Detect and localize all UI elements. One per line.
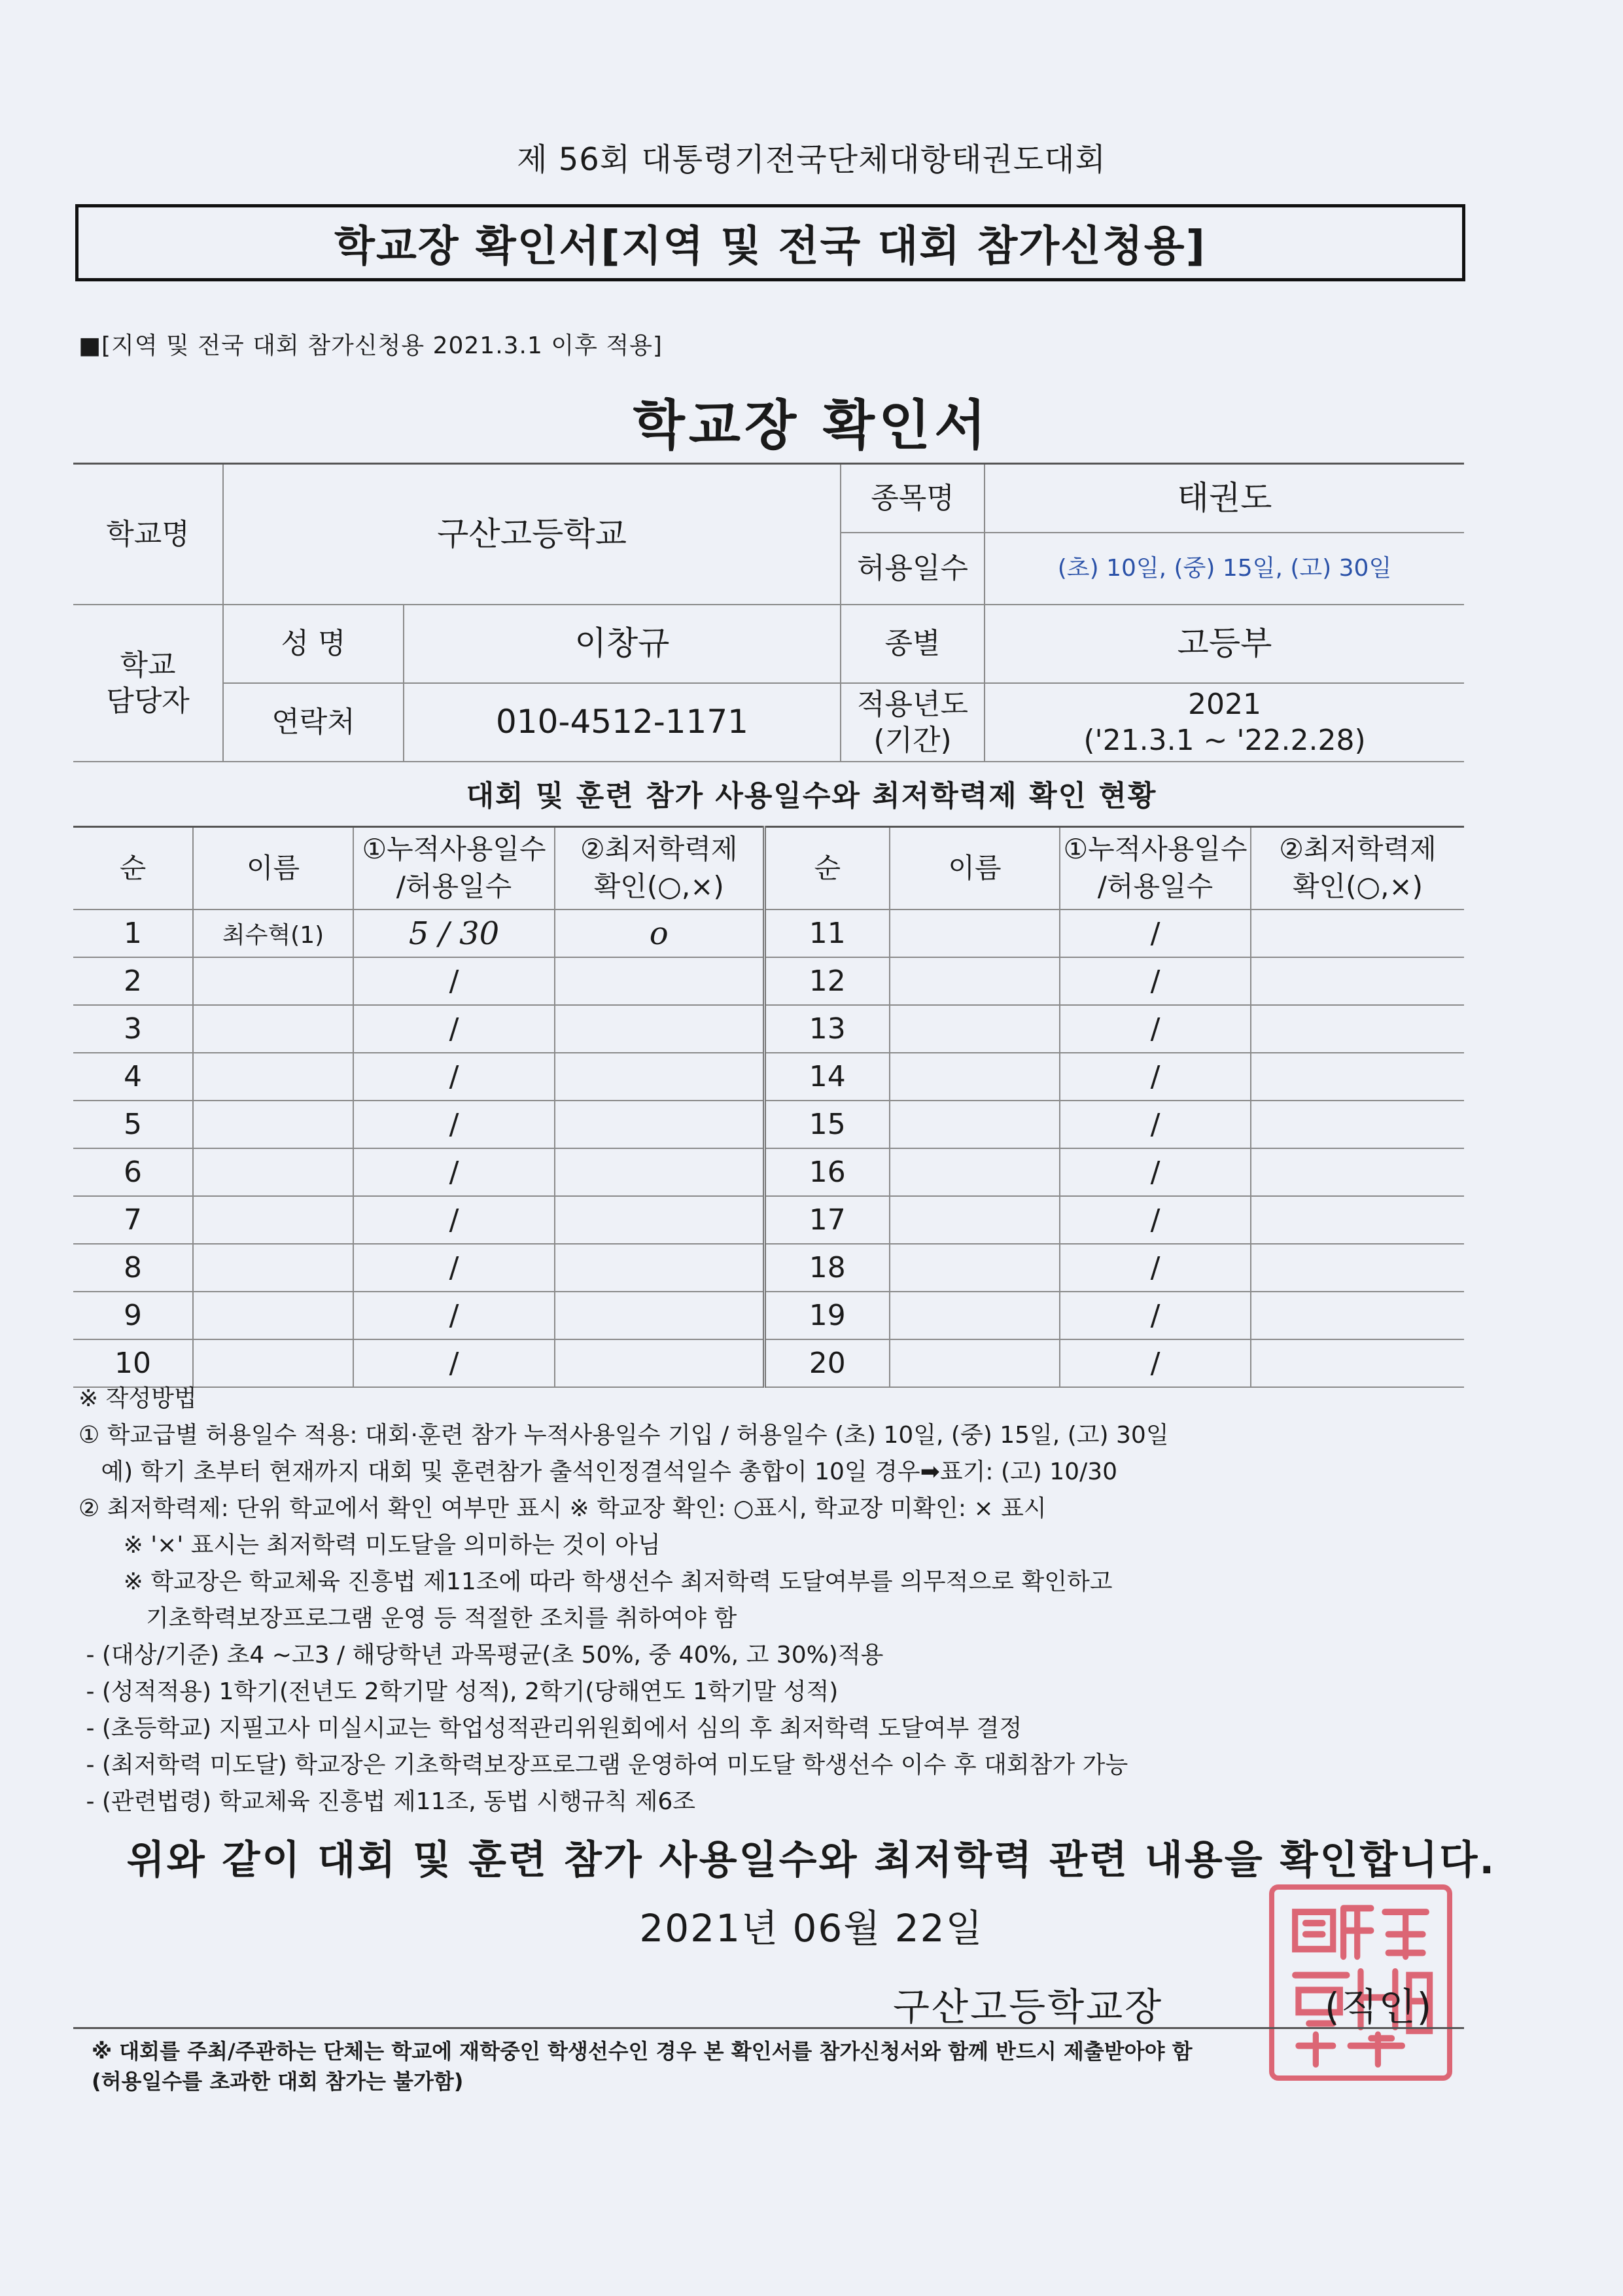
header-check-line1-right: ②최저학력제 — [1279, 833, 1437, 866]
person-name-label: 성 명 — [223, 605, 404, 683]
roster-no: 5 — [73, 1101, 193, 1148]
roster-name — [890, 1244, 1060, 1292]
roster-row — [73, 1292, 1464, 1339]
roster-row — [73, 1101, 1464, 1148]
roster-days: / — [353, 1244, 555, 1292]
contact-person-label: 학교 담당자 — [73, 605, 223, 762]
roster-check — [555, 1148, 764, 1196]
roster-no: 2 — [73, 957, 193, 1005]
roster-check — [1251, 1148, 1464, 1196]
roster-name — [890, 910, 1060, 957]
roster-check — [1251, 1244, 1464, 1292]
roster-check — [1251, 1101, 1464, 1148]
roster-days: / — [1060, 1339, 1251, 1387]
method-line: 기초학력보장프로그램 운영 등 적절한 조치를 취하여야 함 — [79, 1605, 737, 1632]
roster-days: / — [1060, 1196, 1251, 1244]
roster-no: 14 — [764, 1053, 890, 1101]
header-check — [555, 827, 764, 910]
roster-name — [193, 957, 353, 1005]
roster-name — [890, 1196, 1060, 1244]
sport-value: 태권도 — [985, 464, 1464, 533]
roster-check — [555, 957, 764, 1005]
roster-no: 3 — [73, 1005, 193, 1053]
roster-no: 18 — [764, 1244, 890, 1292]
method-line: - (관련법령) 학교체육 진흥법 제11조, 동법 시행규칙 제6조 — [79, 1788, 696, 1815]
event-title: 제 56회 대통령기전국단체대항태권도대회 — [517, 141, 1106, 178]
roster-no: 19 — [764, 1292, 890, 1339]
method-line: ※ '×' 표시는 최저학력 미도달을 의미하는 것이 아님 — [79, 1532, 661, 1559]
roster-no: 6 — [73, 1148, 193, 1196]
confirmation-date: 2021년 06월 22일 — [639, 1906, 984, 1951]
roster-no: 16 — [764, 1148, 890, 1196]
roster-check — [1251, 1292, 1464, 1339]
principal-title: 구산고등학교장 — [893, 1985, 1164, 2029]
roster-check — [1251, 1053, 1464, 1101]
roster-no: 12 — [764, 957, 890, 1005]
writing-method — [79, 1381, 1518, 1820]
school-name-value: 구산고등학교 — [223, 464, 841, 605]
footnote-line: (허용일수를 초과한 대회 참가는 불가함) — [92, 2069, 464, 2094]
roster-days: / — [1060, 1148, 1251, 1196]
footnote — [92, 2036, 1498, 2096]
roster-days: / — [353, 1101, 555, 1148]
roster-days: / — [353, 1148, 555, 1196]
seal-label: (직인) — [1325, 1985, 1433, 2029]
application-notice: ■[지역 및 전국 대회 참가신청용 2021.3.1 이후 적용] — [79, 332, 663, 359]
roster-days: 5 / 30 — [353, 910, 555, 957]
header-no-right: 순 — [764, 827, 890, 910]
roster-name — [193, 1053, 353, 1101]
roster-row — [73, 1053, 1464, 1101]
roster-no: 10 — [73, 1339, 193, 1387]
apply-year-label: 적용년도 (기간) — [841, 683, 985, 762]
roster-days: / — [1060, 1101, 1251, 1148]
roster-row — [73, 957, 1464, 1005]
roster-name — [193, 1292, 353, 1339]
school-name-label: 학교명 — [73, 464, 223, 605]
roster-check: o — [555, 910, 764, 957]
roster-days: / — [353, 1196, 555, 1244]
method-line: - (대상/기준) 초4 ~고3 / 해당학년 과목평균(초 50%, 중 40%, 고 30%)적용 — [79, 1642, 884, 1669]
method-line: ② 최저학력제: 단위 학교에서 확인 여부만 표시 ※ 학교장 확인: ○표시, 학교장 미확인: × 표시 — [79, 1495, 1047, 1522]
roster-row — [73, 1244, 1464, 1292]
header-days-line2-right: /허용일수 — [1097, 870, 1213, 902]
header-check-line2-right: 확인(○,×) — [1292, 870, 1423, 902]
roster-name — [193, 1005, 353, 1053]
header-no: 순 — [73, 827, 193, 910]
roster-days: / — [1060, 1005, 1251, 1053]
apply-period-value: ('21.3.1 ~ '22.2.28) — [1083, 723, 1366, 757]
roster-check — [555, 1244, 764, 1292]
roster-days: / — [1060, 910, 1251, 957]
header-days-right — [1060, 827, 1251, 910]
header-name: 이름 — [193, 827, 353, 910]
roster-no: 8 — [73, 1244, 193, 1292]
roster-name — [193, 1244, 353, 1292]
division-value: 고등부 — [985, 605, 1464, 683]
roster-name — [890, 1101, 1060, 1148]
roster-header-row — [73, 827, 1464, 910]
method-line: - (초등학교) 지필고사 미실시교는 학업성적관리위원회에서 심의 후 최저학력 도달여부 결정 — [79, 1715, 1022, 1742]
sport-label: 종목명 — [841, 464, 985, 533]
roster-no: 17 — [764, 1196, 890, 1244]
roster-row — [73, 910, 1464, 957]
method-line: - (성적적용) 1학기(전년도 2학기말 성적), 2학기(당해연도 1학기말 성적) — [79, 1678, 839, 1705]
roster-name — [890, 1005, 1060, 1053]
roster-name — [890, 957, 1060, 1005]
header-days-line1: ①누적사용일수 — [362, 833, 546, 866]
school-info-table — [73, 463, 1464, 762]
roster-name — [193, 1148, 353, 1196]
method-line: ※ 학교장은 학교체육 진흥법 제11조에 따라 학생선수 최저학력 도달여부를 의무적으로 확인하고 — [79, 1568, 1113, 1595]
roster-name — [890, 1148, 1060, 1196]
roster-days: / — [353, 1005, 555, 1053]
roster-days: / — [1060, 1053, 1251, 1101]
phone-label: 연락처 — [223, 683, 404, 762]
roster-no: 4 — [73, 1053, 193, 1101]
roster-check — [555, 1005, 764, 1053]
roster-days: / — [353, 1339, 555, 1387]
roster-check — [555, 1101, 764, 1148]
header-days-line1-right: ①누적사용일수 — [1063, 833, 1248, 866]
form-title: 학교장 확인서[지역 및 전국 대회 참가신청용] — [75, 204, 1465, 281]
roster-no: 20 — [764, 1339, 890, 1387]
roster-days: / — [1060, 1292, 1251, 1339]
roster-check — [1251, 910, 1464, 957]
header-days-line2: /허용일수 — [396, 870, 512, 902]
roster-days: / — [353, 1292, 555, 1339]
allowed-days-value: (초) 10일, (중) 15일, (고) 30일 — [985, 533, 1464, 605]
roster-check — [1251, 1196, 1464, 1244]
roster-check — [555, 1196, 764, 1244]
roster-check — [555, 1053, 764, 1101]
athlete-roster-table — [73, 826, 1464, 1388]
roster-no: 9 — [73, 1292, 193, 1339]
roster-name: 최수혁(1) — [193, 910, 353, 957]
method-line: - (최저학력 미도달) 학교장은 기초학력보장프로그램 운영하여 미도달 학생선수 이수 후 대회참가 가능 — [79, 1752, 1128, 1778]
footnote-line: ※ 대회를 주최/주관하는 단체는 학교에 재학중인 학생선수인 경우 본 확인서를 참가신청서와 함께 반드시 제출받아야 함 — [92, 2039, 1193, 2064]
header-days — [353, 827, 555, 910]
roster-days: / — [353, 957, 555, 1005]
roster-name — [890, 1292, 1060, 1339]
method-title: ※ 작성방법 — [79, 1385, 197, 1412]
header-check-line1: ②최저학력제 — [580, 833, 738, 866]
header-name-right: 이름 — [890, 827, 1060, 910]
roster-name — [890, 1053, 1060, 1101]
main-title: 학교장 확인서 — [633, 395, 990, 457]
phone-value: 010-4512-1171 — [404, 683, 841, 762]
roster-row — [73, 1148, 1464, 1196]
footnote-divider — [73, 2027, 1464, 2029]
roster-name — [193, 1101, 353, 1148]
method-line: ① 학교급별 허용일수 적용: 대회·훈련 참가 누적사용일수 기입 / 허용일수 (초) 10일, (중) 15일, (고) 30일 — [79, 1422, 1169, 1449]
roster-check — [1251, 957, 1464, 1005]
apply-year-value: 2021 — [1188, 687, 1261, 721]
roster-no: 7 — [73, 1196, 193, 1244]
roster-check — [555, 1292, 764, 1339]
roster-no: 11 — [764, 910, 890, 957]
status-heading: 대회 및 훈련 참가 사용일수와 최저학력제 확인 현황 — [466, 779, 1157, 813]
allowed-days-label: 허용일수 — [841, 533, 985, 605]
method-line: 예) 학기 초부터 현재까지 대회 및 훈련참가 출석인정결석일수 총합이 10일 경우➡표기: (고) 10/30 — [79, 1458, 1118, 1485]
roster-row — [73, 1005, 1464, 1053]
header-check-line2: 확인(○,×) — [593, 870, 724, 902]
roster-no: 15 — [764, 1101, 890, 1148]
roster-no: 13 — [764, 1005, 890, 1053]
person-name-value: 이창규 — [404, 605, 841, 683]
header-check-right — [1251, 827, 1464, 910]
division-label: 종별 — [841, 605, 985, 683]
roster-row — [73, 1196, 1464, 1244]
roster-name — [193, 1196, 353, 1244]
confirmation-statement: 위와 같이 대회 및 훈련 참가 사용일수와 최저학력 관련 내용을 확인합니다. — [126, 1837, 1497, 1883]
roster-no: 1 — [73, 910, 193, 957]
apply-year-cell — [985, 683, 1464, 762]
roster-days: / — [1060, 1244, 1251, 1292]
roster-days: / — [353, 1053, 555, 1101]
roster-days: / — [1060, 957, 1251, 1005]
roster-check — [1251, 1005, 1464, 1053]
